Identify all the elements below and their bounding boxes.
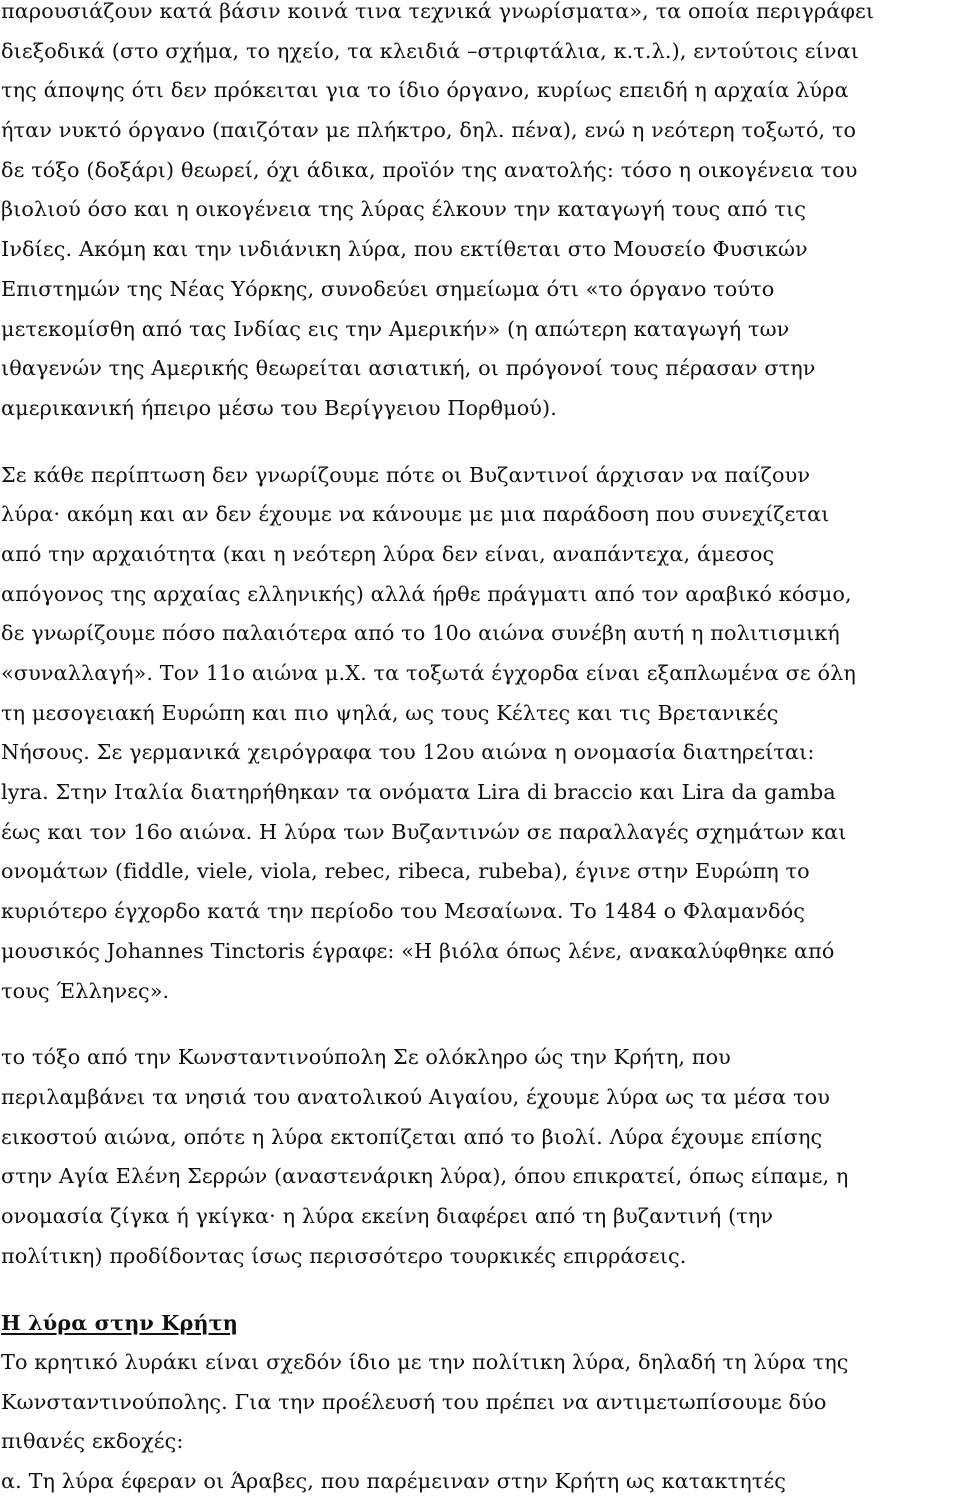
text-line: παρουσιάζουν κατά βάσιν κοινά τινα τεχνικά γνωρίσματα», τα οποία περιγράφει bbox=[1, 0, 875, 23]
text-line: Το κρητικό λυράκι είναι σχεδόν ίδιο με την πολίτικη λύρα, δηλαδή τη λύρα της bbox=[1, 1350, 849, 1374]
text-line: έως και τον 16ο αιώνα. Η λύρα των Βυζαντινών σε παραλλαγές σχημάτων και bbox=[1, 819, 847, 844]
paragraph-crete-lyra bbox=[0, 1343, 960, 1502]
paragraph-byzantine-lyra bbox=[0, 456, 960, 1012]
paragraph-origins bbox=[0, 0, 960, 429]
text-line: Επιστημών της Νέας Υόρκης, συνοδεύει σημείωμα ότι «το όργανο τούτο bbox=[1, 276, 775, 301]
text-line: τους Έλληνες». bbox=[1, 978, 170, 1003]
text-line: Σε κάθε περίπτωση δεν γνωρίζουμε πότε οι Βυζαντινοί άρχισαν να παίζουν bbox=[1, 462, 811, 487]
text-line: αμερικανική ήπειρο μέσω του Βερίγγειου Πορθμού). bbox=[1, 395, 557, 420]
text-line: διεξοδικά (στο σχήμα, το ηχείο, τα κλειδιά –στριφτάλια, κ.τ.λ.), εντούτοις είναι bbox=[1, 38, 860, 63]
text-line: ιθαγενών της Αμερικής θεωρείται ασιατική, οι πρόγονοί τους πέρασαν στην bbox=[1, 356, 816, 381]
text-line: μετεκομίσθη από τας Ινδίας εις την Αμερικήν» (η απώτερη καταγωγή των bbox=[1, 316, 790, 341]
text-line: μουσικός Johannes Tinctoris έγραφε: «Η βιόλα όπως λένε, ανακαλύφθηκε από bbox=[1, 938, 835, 963]
text-line: ονομασία ζίγκα ή γκίγκα· η λύρα εκείνη διαφέρει από τη βυζαντινή (την bbox=[1, 1203, 774, 1228]
text-line: α. Τη λύρα έφεραν οι Άραβες, που παρέμειναν στην Κρήτη ως κατακτητές bbox=[1, 1469, 787, 1494]
text-line: στην Αγία Ελένη Σερρών (αναστενάρικη λύρα), όπου επικρατεί, όπως είπαμε, η bbox=[1, 1164, 849, 1189]
text-line: δε τόξο (δοξάρι) θεωρεί, όχι άδικα, προϊόν της ανατολής: τόσο η οικογένεια του bbox=[1, 157, 858, 182]
text-line: βιολιού όσο και η οικογένεια της λύρας έλκουν την καταγωγή τους από τις bbox=[1, 197, 806, 222]
paragraph-spacer bbox=[0, 429, 960, 456]
text-line: Νήσους. Σε γερμανικά χειρόγραφα του 12ου αιώνα η ονομασία διατηρείται: bbox=[1, 740, 815, 765]
paragraph-bow-spread bbox=[0, 1038, 960, 1276]
text-line: της άποψης ότι δεν πρόκειται για το ίδιο όργανο, κυρίως επειδή η αρχαία λύρα bbox=[1, 78, 849, 103]
text-line: lyra. Στην Ιταλία διατηρήθηκαν τα ονόματα Lira di braccio και Lira da gamba bbox=[1, 780, 836, 805]
text-line: ήταν νυκτό όργανο (παιζόταν με πλήκτρο, δηλ. πένα), ενώ η νεότερη τοξωτό, το bbox=[1, 118, 857, 143]
text-line: πιθανές εκδοχές: bbox=[1, 1429, 184, 1454]
text-line: εικοστού αιώνα, οπότε η λύρα εκτοπίζεται από το βιολί. Λύρα έχουμε επίσης bbox=[1, 1124, 823, 1149]
text-line: Ινδίες. Ακόμη και την ινδιάνικη λύρα, που εκτίθεται στο Μουσείο Φυσικών bbox=[1, 237, 808, 262]
text-line: «συναλλαγή». Τον 11ο αιώνα μ.Χ. τα τοξωτά έγχορδα είναι εξαπλωμένα σε όλη bbox=[1, 661, 856, 685]
section-heading: Η λύρα στην Κρήτη bbox=[1, 1310, 238, 1336]
paragraph-spacer bbox=[0, 1276, 960, 1303]
paragraph-spacer bbox=[0, 1011, 960, 1038]
text-line: από την αρχαιότητα (και η νεότερη λύρα δεν είναι, αναπάντεχα, άμεσος bbox=[1, 541, 775, 566]
text-line: κυριότερο έγχορδο κατά την περίοδο του Μεσαίωνα. Το 1484 ο Φλαμανδός bbox=[1, 899, 806, 924]
text-line: Κωνσταντινούπολης. Για την προέλευσή του πρέπει να αντιμετωπίσουμε δύο bbox=[1, 1389, 827, 1414]
text-line: δε γνωρίζουμε πόσο παλαιότερα από το 10ο αιώνα συνέβη αυτή η πολιτισμική bbox=[1, 621, 840, 646]
text-line: λύρα· ακόμη και αν δεν έχουμε να κάνουμε με μια παράδοση που συνεχίζεται bbox=[1, 502, 830, 527]
text-line: ονομάτων (fiddle, viele, viola, rebec, ribeca, rubeba), έγινε στην Ευρώπη το bbox=[1, 859, 810, 884]
text-line: το τόξο από την Κωνσταντινούπολη Σε ολόκληρο ώς την Κρήτη, που bbox=[1, 1045, 731, 1070]
text-line: τη μεσογειακή Ευρώπη και πιο ψηλά, ως τους Κέλτες και τις Βρετανικές bbox=[1, 700, 779, 725]
text-line: περιλαμβάνει τα νησιά του ανατολικού Αιγαίου, έχουμε λύρα ως τα μέσα του bbox=[1, 1084, 830, 1109]
text-line: απόγονος της αρχαίας ελληνικής) αλλά ήρθε πράγματι από τον αραβικό κόσμο, bbox=[1, 581, 852, 606]
text-line: πολίτικη) προδίδοντας ίσως περισσότερο τουρκικές επιρράσεις. bbox=[1, 1243, 687, 1268]
